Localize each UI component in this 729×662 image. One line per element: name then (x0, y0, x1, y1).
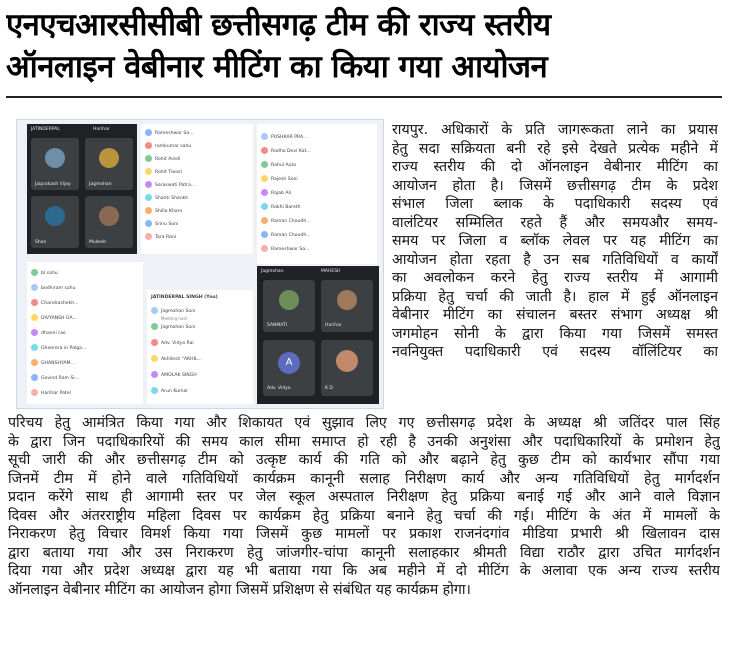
body-line: राज्य स्तरीय की दो ऑनलाइन वेबीनार मीटिंग का (392, 159, 718, 175)
list-item: Jagmohan Soni (151, 306, 195, 317)
body-line: परिचय हेतु आमंत्रित किया गया और शिकायत एवं सुझाव लिए गए छत्तीसगढ़ प्रदेश के अध्यक्ष श्री जतिंदर पाल सिंह (8, 415, 720, 431)
list-item: Rajab Ali (261, 188, 291, 199)
tile-name: Jagmohan (89, 182, 112, 187)
body-line: निराकरण हेतु विचार विमर्श किया गया जिसमें कुछ मामलों पर प्रकाश राजनंदगांव मीडिया प्रभारी श्री खिलावन दास (8, 526, 720, 542)
body-line: रायपुर. अधिकारों के प्रति जागरूकता लाने का प्रयास (392, 122, 718, 138)
list-item: PUSHKAR PRA... (261, 132, 307, 143)
list-item: GHANSHYAM... (31, 358, 75, 369)
body-line: ऑनलाइन वेबीनार मीटिंग का आयोजन होगा जिसमें प्रशिक्षण से संबंधित यह कार्यक्रम होगा। (8, 581, 471, 598)
list-item: Rakhi Bareth (261, 202, 301, 213)
body-line: प्रदान करेंगे साथ ही आगामी स्तर पर जेल स्कूल अस्पताल निरीक्षण हेतु प्रक्रिया बनाई गई और आने वाले विज्ञान (8, 489, 720, 505)
video-grid-bottom-right (257, 266, 379, 404)
body-line: वेबीनार मीटिंग का संचालन बस्तर संभाग अध्यक्ष श्री (392, 307, 718, 323)
video-tile (31, 138, 79, 190)
video-grid-top-left (27, 124, 137, 254)
list-item: Saraswati Patra... (145, 180, 195, 191)
list-item: Raman Choudh... (261, 230, 311, 241)
list-item: Gheerera in Palga... (31, 343, 86, 354)
participant-list-3 (27, 262, 143, 404)
body-line: द्वारा बताया गया और उस निराकरण हेतु जांजगीर-चांपा कानूनी सलाहकार श्रीमती विद्या राठौर द्वारा उचित मार्गदर्शन (8, 544, 720, 561)
avatar (99, 206, 119, 226)
list-item: Arun Kumar (151, 386, 188, 397)
participant-list-4 (147, 290, 253, 404)
headline (6, 4, 724, 88)
tile-name: Mukesh (89, 240, 107, 245)
video-tile (321, 280, 373, 332)
body-line: प्रक्रिया हेतु चर्चा की जाती है। हाल में हुई ऑनलाइन (392, 288, 718, 305)
list-item: Shanti Shankh (145, 193, 188, 204)
participant-list-1 (141, 124, 253, 254)
body-line: नवनियुक्त पदाधिकारी एवं सदस्य वॉलिंटियर का (392, 344, 718, 360)
list-item: Govind Ram Si... (31, 373, 79, 384)
list-item: Raman Choudh... (261, 216, 311, 227)
body-line: संभाल जिला ब्लाक के पदाधिकारी सदस्य एवं (392, 196, 718, 212)
body-line: के द्वारा जिन पदाधिकारियों की समय काल सीमा समाप्त हो रही है उनकी अनुशंसा और पदाधिकारियों के प्रमोशन हेतु (8, 433, 720, 450)
body-line: सूची जारी की और छत्तीसगढ़ टीम को उत्कृष्ट कार्य की गति को और बढ़ाने हेतु कुछ टीम को कार्यभार सौंपा गया (8, 452, 720, 468)
list-item: Shilla Kharo (145, 206, 182, 217)
body-line: का अवलोकन करने हेतु राज्य स्तरीय में आगामी (392, 270, 718, 286)
list-item: bodhiram sahu (31, 283, 76, 294)
list-item: AMOLAK SINGH (151, 370, 197, 381)
article-body-right-column (392, 121, 718, 362)
list-item: Tara Rani (145, 232, 176, 243)
tile-name: Shan (35, 240, 47, 245)
list-item-sub: Meeting host (161, 316, 188, 321)
article-body-full-width (8, 414, 720, 599)
body-line: समय पर जिला व ब्लॉक लेवल पर यह मीटिंग का (392, 233, 718, 249)
tile-name: K D (325, 386, 333, 391)
video-tile (263, 280, 315, 332)
list-item: Rameshwar Sa... (261, 244, 310, 255)
video-tile (31, 196, 79, 248)
headline-line-1: एनएचआरसीसीबी छत्तीसगढ़ टीम की राज्य स्तरीय (6, 7, 551, 43)
tile-name: Jagmohan (261, 269, 284, 274)
list-item: Radha Devi Kat... (261, 146, 311, 157)
tile-name: Jaiprakash Vijay (35, 182, 71, 187)
body-line: जगमोहन सोनी के द्वारा किया गया जिसमें समस्त (392, 325, 718, 342)
body-line: आयोजन होता रहता है उन सब गतिविधियों व कार्यों (392, 251, 718, 268)
video-tile (85, 196, 133, 248)
list-item: Adv. Vidya Rai (151, 338, 194, 349)
body-line: आयोजन होता है। जिसमें छत्तीसगढ़ टीम के प्रदेश (392, 177, 718, 194)
list-item: dhanni rao (31, 328, 66, 339)
list-item: Rahul Auto (261, 160, 296, 171)
avatar (279, 290, 299, 310)
body-line: दिवस और अंतरराष्ट्रीय महिला दिवस पर कार्यक्रम हेतु प्रक्रिया बनाने हेतु चर्चा की गई। मीटिंग के अंत में मामलों के (8, 507, 720, 524)
avatar (336, 350, 358, 372)
tile-name: Harihar (325, 323, 342, 328)
avatar: A (278, 352, 300, 374)
list-item: Srinu Soni (145, 219, 178, 230)
body-line: जिनमें टीम में होने वाले गतिविधियों कार्यक्रम कानूनी सलाह निरीक्षण कार्य और अन्य गतिविधियों हेतु मार्गदर्शन (8, 470, 720, 487)
list-item: Rameshwar Sa... (145, 128, 194, 139)
body-line: दिया गया और प्रदेश अध्यक्ष द्वारा यह भी बताया गया कि अब महीने में दो मीटिंग के अलावा एक अन्य राज्य स्तरीय (8, 563, 720, 579)
avatar (45, 148, 65, 168)
list-item: Rajesh Soni (261, 174, 298, 185)
avatar (337, 290, 357, 310)
video-tile (263, 340, 315, 396)
tile-name: MAHESH (321, 269, 341, 274)
meeting-screenshot-photo (16, 119, 384, 409)
list-item: Akhilesh "AKHIL... (151, 354, 202, 365)
list-header: JATINDERPAL SINGH (You) (151, 295, 218, 300)
list-item: Rohit Tiwari (145, 167, 182, 178)
list-item: DIVYANSH GA... (31, 313, 77, 324)
video-tile (85, 138, 133, 190)
list-item: ramkumar sahu (145, 141, 191, 152)
tile-name: JATINDERPAL (31, 127, 60, 132)
headline-divider (6, 96, 722, 98)
headline-line-2: ऑनलाइन वेबीनार मीटिंग का किया गया आयोजन (6, 49, 548, 85)
list-item: bl sahu (31, 268, 58, 279)
tile-name: Adv. Vidya (267, 386, 291, 391)
tile-name: SANMATI (267, 323, 288, 328)
avatar (99, 148, 119, 168)
body-line: वालंटियर सम्मिलित रहते हैं और समयऔर समय- (392, 214, 718, 231)
body-line: हेतु सदा सक्रियता बनी रहे इसे देखते प्रत्येक महीने में (392, 140, 718, 157)
participant-list-2 (257, 124, 377, 264)
list-item: Rohit Arodi (145, 154, 180, 165)
video-tile (321, 340, 373, 396)
list-item: Chandrashekh... (31, 298, 79, 309)
list-item: Harihar Patel (31, 388, 71, 399)
avatar (45, 206, 65, 226)
list-item: Jagmohan Soni (151, 322, 195, 333)
tile-name: Harihar (93, 127, 110, 132)
